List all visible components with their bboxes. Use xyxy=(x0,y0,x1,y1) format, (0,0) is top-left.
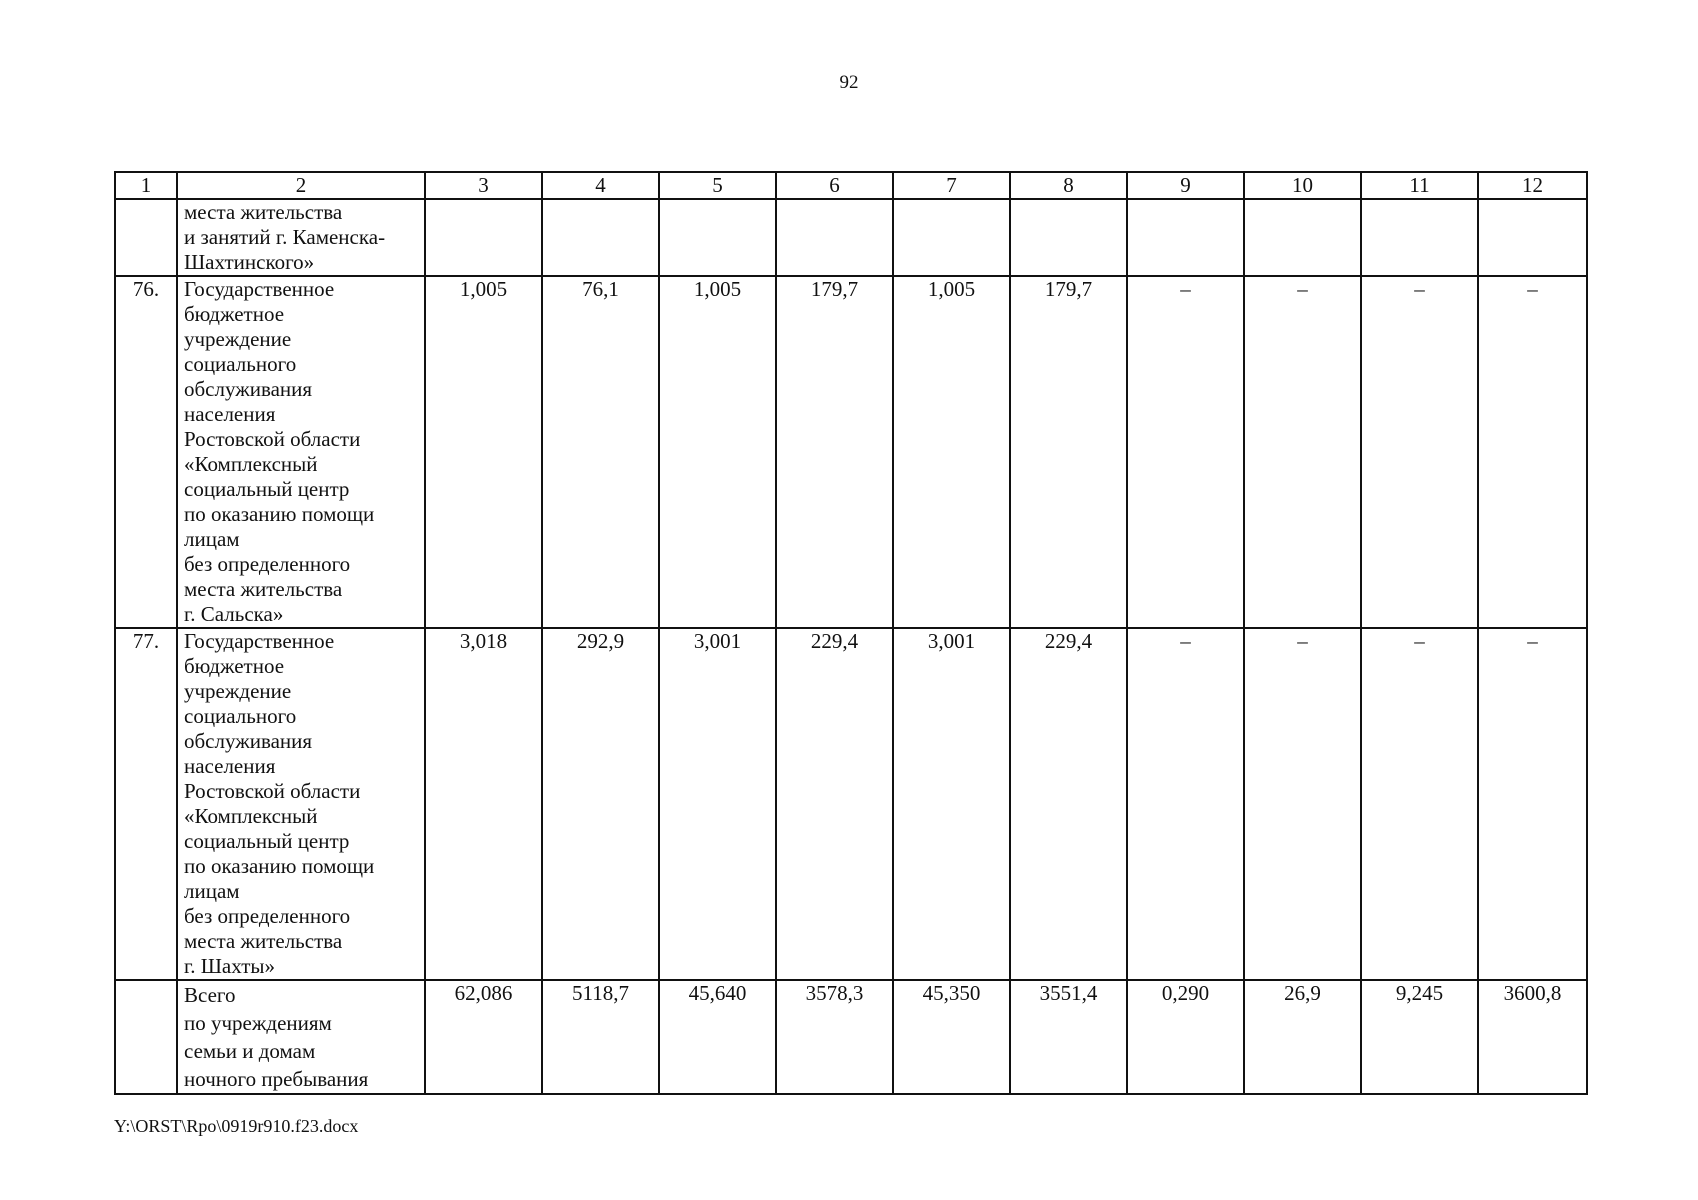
table-row xyxy=(115,628,1587,980)
column-header: 6 xyxy=(776,172,893,199)
table-total-row xyxy=(115,980,1587,1094)
table-cell: – xyxy=(1478,628,1587,980)
table-cell xyxy=(1127,199,1244,276)
table-cell xyxy=(425,199,542,276)
total-label: Всего по учреждениям семьи и домам ночного пребывания xyxy=(177,980,425,1094)
table-header-row xyxy=(115,172,1587,199)
table-cell: 45,640 xyxy=(659,980,776,1094)
table-cell: 62,086 xyxy=(425,980,542,1094)
table-cell: 26,9 xyxy=(1244,980,1361,1094)
table-cell: 76,1 xyxy=(542,276,659,628)
table-cell: 3,018 xyxy=(425,628,542,980)
table-cell: – xyxy=(1244,276,1361,628)
table-cell: 3600,8 xyxy=(1478,980,1587,1094)
table-cell: 1,005 xyxy=(659,276,776,628)
file-path-footer: Y:\ORST\Rpo\0919r910.f23.docx xyxy=(114,1116,359,1136)
table-cell: 45,350 xyxy=(893,980,1010,1094)
column-header: 5 xyxy=(659,172,776,199)
table-cell: – xyxy=(1478,276,1587,628)
table-cell: 3,001 xyxy=(659,628,776,980)
table-cell xyxy=(1361,199,1478,276)
table-cell xyxy=(776,199,893,276)
table-cell: 3,001 xyxy=(893,628,1010,980)
table-row xyxy=(115,276,1587,628)
table-cell xyxy=(1244,199,1361,276)
institution-name: Государственное бюджетное учреждение социального обслуживания населения Ростовской области «Комплексный социальный центр по оказанию помощи лицам без определенного места жительства г. Шахты» xyxy=(177,628,425,980)
column-header: 7 xyxy=(893,172,1010,199)
row-number xyxy=(115,199,177,276)
column-header: 8 xyxy=(1010,172,1127,199)
table-cell: 292,9 xyxy=(542,628,659,980)
column-header: 9 xyxy=(1127,172,1244,199)
institution-name: места жительства и занятий г. Каменска- Шахтинского» xyxy=(177,199,425,276)
table-cell: 1,005 xyxy=(893,276,1010,628)
row-number: 76. xyxy=(115,276,177,628)
table-cell xyxy=(542,199,659,276)
table-cell xyxy=(1010,199,1127,276)
table-cell: 0,290 xyxy=(1127,980,1244,1094)
table-cell: – xyxy=(1361,628,1478,980)
table-cell: 179,7 xyxy=(776,276,893,628)
table-cell: 229,4 xyxy=(1010,628,1127,980)
column-header: 12 xyxy=(1478,172,1587,199)
table-cell: 5118,7 xyxy=(542,980,659,1094)
column-header: 4 xyxy=(542,172,659,199)
table-cell: 229,4 xyxy=(776,628,893,980)
table-cell xyxy=(1478,199,1587,276)
column-header: 10 xyxy=(1244,172,1361,199)
row-number: 77. xyxy=(115,628,177,980)
row-number xyxy=(115,980,177,1094)
table-cell: 1,005 xyxy=(425,276,542,628)
table-cell: – xyxy=(1127,628,1244,980)
column-header: 11 xyxy=(1361,172,1478,199)
table-cell: 9,245 xyxy=(1361,980,1478,1094)
column-header: 3 xyxy=(425,172,542,199)
table-row xyxy=(115,199,1587,276)
table-cell: 3551,4 xyxy=(1010,980,1127,1094)
table-cell xyxy=(893,199,1010,276)
institution-name: Государственное бюджетное учреждение социального обслуживания населения Ростовской области «Комплексный социальный центр по оказанию помощи лицам без определенного места жительства г. Сальска» xyxy=(177,276,425,628)
column-header: 1 xyxy=(115,172,177,199)
page-number: 92 xyxy=(839,72,859,93)
data-table xyxy=(114,171,1588,1095)
table-cell: – xyxy=(1244,628,1361,980)
table-cell: 179,7 xyxy=(1010,276,1127,628)
table-cell: – xyxy=(1127,276,1244,628)
table-cell xyxy=(659,199,776,276)
column-header: 2 xyxy=(177,172,425,199)
table-cell: 3578,3 xyxy=(776,980,893,1094)
table-cell: – xyxy=(1361,276,1478,628)
